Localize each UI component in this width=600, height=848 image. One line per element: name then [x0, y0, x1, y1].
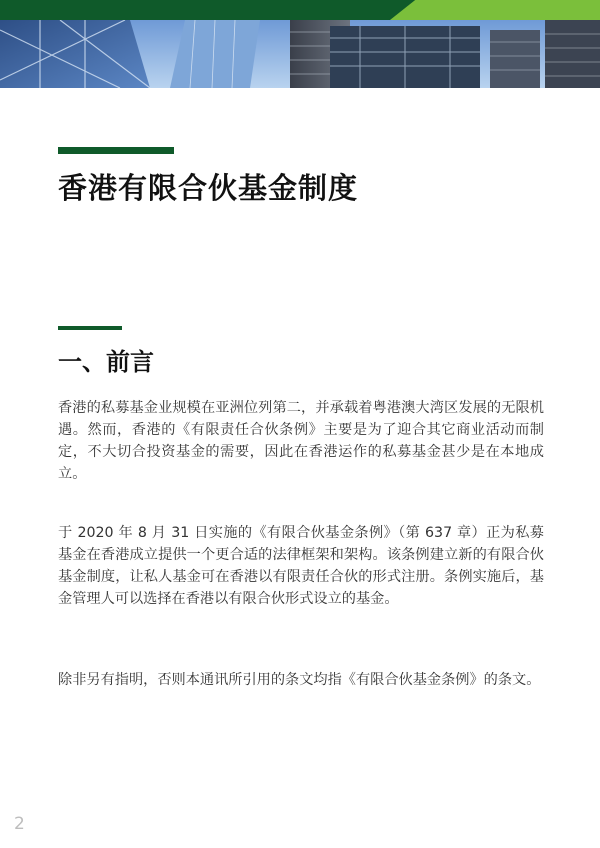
- title-rule: [58, 147, 174, 154]
- city-skyline-banner: [0, 20, 600, 88]
- section-rule: [58, 326, 122, 330]
- top-accent-bar: [390, 0, 600, 20]
- page-number: 2: [14, 814, 25, 834]
- paragraph-note: 除非另有指明，否则本通讯所引用的条文均指《有限合伙基金条例》的条文。: [58, 672, 541, 688]
- paragraph-ordinance: 于 2020 年 8 月 31 日实施的《有限合伙基金条例》（第 637 章）正为私募基金在香港成立提供一个更合适的法律框架和架构。该条例建立新的有限合伙基金制度，让私人基金可在香港以有限责任合伙的形式注册。条例实施后，基金管理人可以选择在香港以有限合伙形式设立的基金。: [58, 525, 544, 607]
- skyline-image: [0, 20, 600, 88]
- section-heading: 一、前言: [58, 348, 154, 376]
- paragraph-intro: 香港的私募基金业规模在亚洲位列第二，并承载着粤港澳大湾区发展的无限机遇。然而，香港的《有限责任合伙条例》主要是为了迎合其它商业活动而制定，不大切合投资基金的需要，因此在香港运作的私募基金甚少是在本地成立。: [58, 400, 544, 482]
- page-title: 香港有限合伙基金制度: [58, 171, 359, 205]
